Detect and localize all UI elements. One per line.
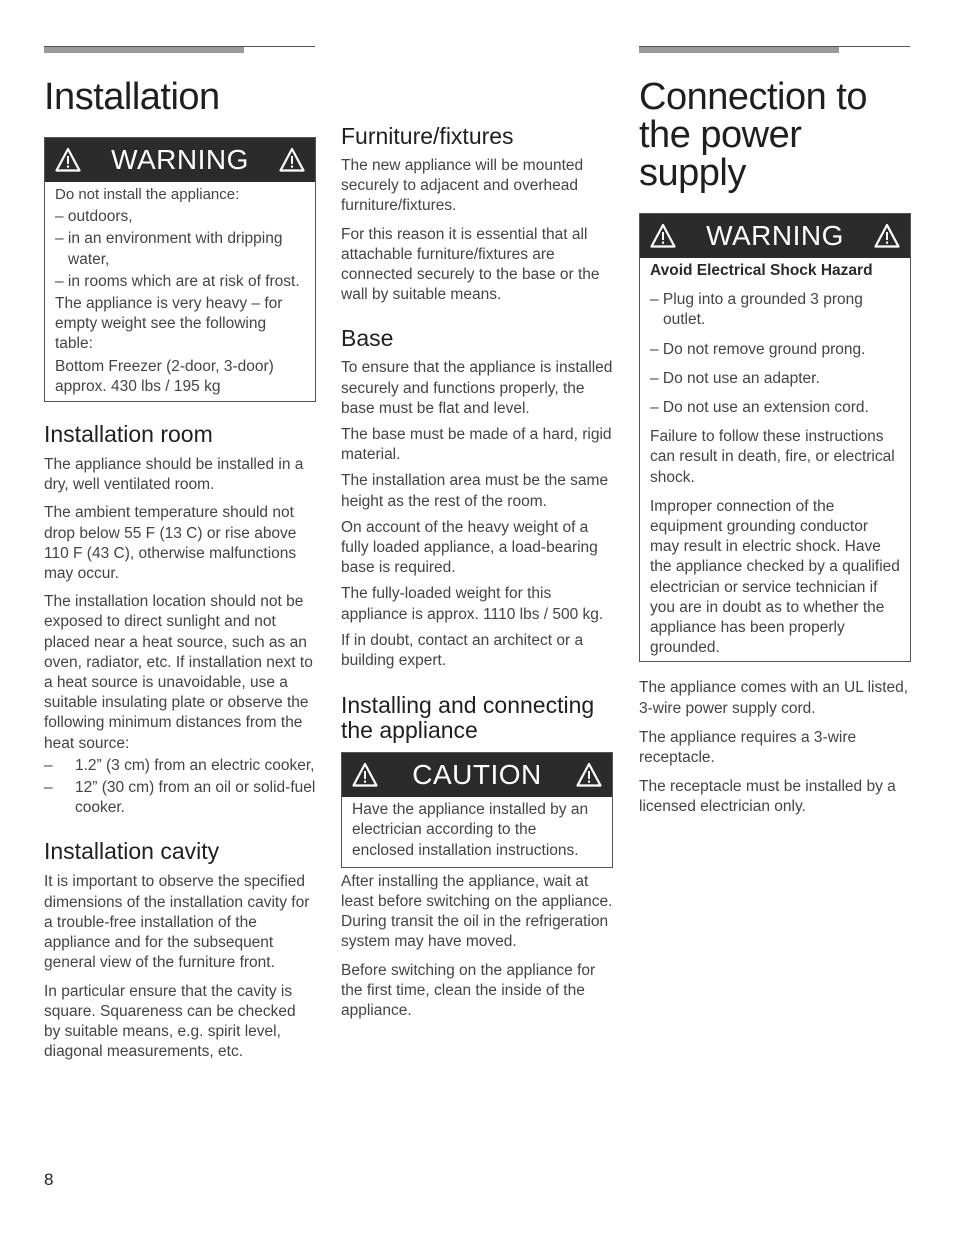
paragraph: The base must be made of a hard, rigid material. [341,426,612,464]
left-column [44,78,316,1062]
paragraph: The appliance comes with an UL listed, 3-wire power supply cord. [639,679,909,717]
installation-title: Installation [44,76,220,118]
paragraph: On account of the heavy weight of a fully loaded appliance, a load-bearing base is required. [341,518,598,577]
warning-line: – outdoors, [55,208,133,226]
list-item [44,778,316,818]
caution-label: CAUTION [412,759,542,791]
warning-line: – in an environment with dripping water, [55,230,283,268]
list-dash: – [44,756,53,774]
list-item-text: 1.2” (3 cm) from an electric cooker, [75,756,315,774]
paragraph: The installation area must be the same height as the rest of the room. [341,472,609,510]
caution-body [342,797,612,867]
paragraph: After installing the appliance, wait at least before switching on the appliance. During transit the oil in the refrigeration system may have moved. [341,872,613,951]
installation-room-heading: Installation room [44,421,213,448]
warning-box-power [639,213,911,662]
caution-text: Have the appliance installed by an electrician according to the enclosed installation instructions. [352,801,589,859]
warning-line: The appliance is very heavy – for empty weight see the following table: [55,295,283,353]
list-item [44,756,316,776]
warning-banner [45,138,315,182]
paragraph: In particular ensure that the cavity is square. Squareness can be checked by suitable means, e.g. spirit level, diagonal measurements, etc. [44,982,296,1061]
warning-banner [640,214,910,258]
warning-body [45,182,315,401]
paragraph: The appliance requires a 3-wire receptacle. [639,728,857,767]
paragraph: The fully-loaded weight for this appliance is approx. 1110 lbs / 500 kg. [341,585,604,623]
installing-heading: Installing and connecting the appliance [341,692,595,744]
caution-box [341,752,613,868]
middle-column [341,124,613,1021]
warning-triangle-icon [279,147,305,173]
warning-triangle-icon [650,223,676,249]
installation-cavity-heading: Installation cavity [44,838,220,865]
warning-box-installation [44,137,316,402]
warning-item: – Do not use an adapter. [650,369,820,387]
warning-triangle-icon [576,762,602,788]
header-rule-thick-right [639,47,839,53]
warning-item: – Do not remove ground prong. [650,340,866,358]
base-heading: Base [341,325,394,352]
paragraph: To ensure that the appliance is installed securely and functions properly, the base must be flat and level. [341,359,613,417]
warning-triangle-icon [352,762,378,788]
warning-item: – Plug into a grounded 3 prong outlet. [650,291,863,329]
warning-body [640,258,910,661]
paragraph: It is important to observe the specified dimensions of the installation cavity for a trouble-free installation of the appliance and for the subsequent general view of the furniture front. [44,873,310,972]
list-dash: – [44,779,53,797]
warning-line: Do not install the appliance: [55,186,240,203]
warning-triangle-icon [874,223,900,249]
caution-banner [342,753,612,797]
paragraph: The new appliance will be mounted securely to adjacent and overhead furniture/fixtures. [341,157,584,215]
header-rule-left [44,46,315,47]
paragraph: For this reason it is essential that all attachable furniture/fixtures are connected securely to the base or the wall by suitable means. [341,225,600,304]
paragraph: The installation location should not be exposed to direct sunlight and not placed near a heat source, such as an oven, radiator, etc. If installation next to a heat source is unavoidable, use a suitable insulating plate or observe the following minimum distances from the heat source: [44,593,313,752]
paragraph: The receptacle must be installed by a licensed electrician only. [639,778,896,816]
warning-label: WARNING [706,220,844,251]
paragraph: The ambient temperature should not drop below 55 F (13 C) or rise above 110 F (43 C), otherwise malfunctions may occur. [44,504,297,583]
warning-label: WARNING [111,144,249,175]
warning-triangle-icon [55,147,81,173]
connection-title: Connection to the power supply [639,76,867,194]
warning-line: – in rooms which are at risk of frost. [55,272,300,290]
furniture-heading: Furniture/fixtures [341,123,514,149]
warning-line: Bottom Freezer (2-door, 3-door) approx. 430 lbs / 195 kg [55,357,274,395]
paragraph: If in doubt, contact an architect or a building expert. [341,631,584,670]
paragraph: Before switching on the appliance for the first time, clean the inside of the appliance. [341,961,596,1020]
header-rule-right [639,46,910,47]
paragraph: Improper connection of the equipment grounding conductor may result in electric shock. Have the appliance checked by a qualified electrician or service technician if you are in doubt as to whether the appliance has been properly grounded. [650,497,900,657]
paragraph: Failure to follow these instructions can result in death, fire, or electrical shock. [650,428,895,486]
warning-item: – Do not use an extension cord. [650,399,869,417]
warning-heading: Avoid Electrical Shock Hazard [650,262,873,279]
list-item-text: 12” (30 cm) from an oil or solid-fuel cooker. [75,779,316,817]
header-rule-thick-left [44,47,244,53]
paragraph: The appliance should be installed in a dry, well ventilated room. [44,456,304,494]
page-number: 8 [44,1170,54,1189]
right-column [639,78,911,818]
